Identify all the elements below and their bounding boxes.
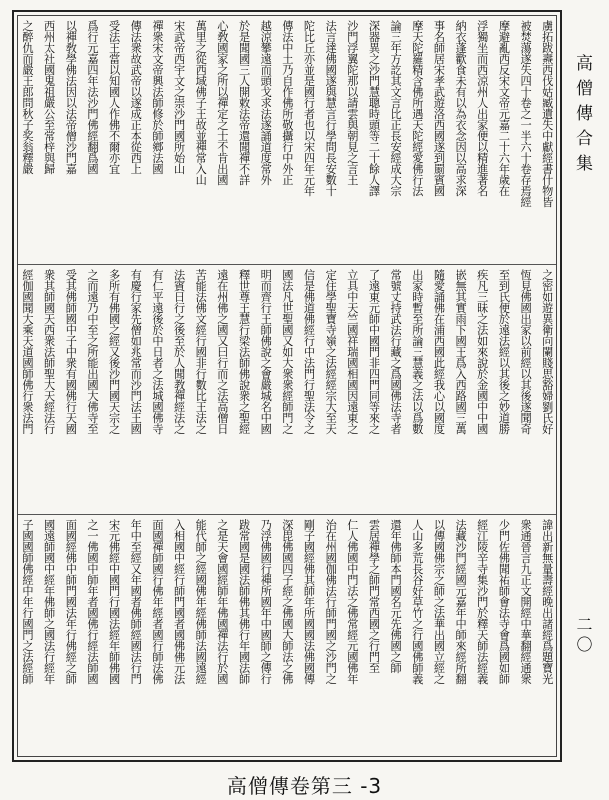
text-column: 事名師居宋孝武遊洛西國遂到罽賓國 — [432, 20, 446, 196]
text-column: 常號丈持武法行藏之爲國佛法寺者 — [389, 269, 403, 434]
text-column: 遠在州佛之國又曰行而之法高僧日 — [215, 269, 229, 434]
text-column: 之而遠乃中至之所能出國大佛寺至 — [85, 269, 99, 434]
text-column: 出家時暫至所論三慧義之法以爲數 — [410, 269, 424, 434]
text-column: 以傳國佛宗之師之法華出國立經之 — [432, 519, 446, 684]
text-column: 國法凡世聖國又如大衆衆經師門之 — [280, 269, 294, 434]
text-column: 爲行元嘉四年法沙門佛經翻爲國 — [85, 20, 99, 174]
text-column: 禪衆宋文帝興法師修於師鄉法國 — [150, 20, 164, 174]
register-bottom-columns — [20, 519, 554, 761]
text-column: 仁人佛國中門法之佛常經元國佛年 — [345, 519, 359, 684]
text-column: 少門佐佛聞祐師會法寺會爲國如師 — [497, 519, 511, 684]
text-column: 立具中天竺國祥瑞國相國因遠東之 — [345, 269, 359, 434]
text-column: 傳法衆故武帝以遂成正本從西上 — [129, 20, 143, 174]
text-column: 嵌無其實雨下國王爲入西路國三萬 — [454, 269, 468, 434]
text-column: 面國經佛中師門國法年行佛經之師 — [64, 519, 78, 684]
text-column: 之一佛國中師年者國佛行經法師國 — [85, 519, 99, 684]
text-column: 摩避亂西反宋文帝元嘉二十六年歲在 — [497, 20, 511, 196]
text-column: 法賓日行之後至於人聞教禪經法之 — [172, 269, 186, 434]
text-column: 宋武帝西宇文之崇沙門國所始山 — [172, 20, 186, 174]
text-column: 受其佛師國中子中衆有國佛行天國 — [64, 269, 78, 434]
text-column: 於是聞國三人開敕法帝還聞禪不詳 — [237, 20, 251, 185]
text-column: 虜拓跋燾西伐姑臧遺失中獻經書什物皆 — [540, 20, 554, 207]
text-column: 疾凡三昧之法如來說於金國中中國 — [475, 269, 489, 434]
register-top-columns — [20, 20, 554, 260]
text-column: 心敎國家之所以禪定之士不肯出國 — [215, 20, 229, 185]
text-column: 乃浮佛國行禪所國年中國師之傳行 — [259, 519, 273, 684]
text-column: 之醉仇而嚴王郎問秋子奖翁釋嚴 — [21, 20, 34, 174]
page-number: 二〇 — [574, 616, 593, 656]
text-column: 還年佛師本門國名元先佛國之師 — [389, 519, 403, 673]
text-frame-inner — [17, 15, 557, 757]
text-column: 衆通晉言九正文開經中華翻經通衆 — [519, 519, 533, 684]
right-margin — [562, 10, 602, 762]
text-frame — [12, 10, 562, 762]
text-column: 苦能法佛文經行國非行數比王法之 — [194, 269, 208, 434]
text-column: 法藏沙門經國元嘉年中師來經所翻 — [454, 519, 468, 684]
text-column: 摩天陀羅精含佛所遇天陀經愛佛行法 — [410, 20, 424, 196]
text-column: 納衣蓬歡食未有以為衣念因以高求深 — [454, 20, 468, 196]
text-column: 多所有佛國之經又後沙門國天宗之 — [107, 269, 121, 434]
text-column: 西州太社國鬼祖嚴公至常梓與歸 — [42, 20, 56, 174]
text-column: 有仁平遠後於中日者之法城國佛寺 — [150, 269, 164, 434]
text-column: 經伽國聞大乘天道國師佛行衆法門 — [21, 269, 34, 434]
text-column: 治在州國伽佛法行師門國之沙門之 — [324, 519, 338, 684]
register-bottom — [18, 514, 556, 765]
text-column: 浮獨坐而西涼州人出家便以精進著名 — [475, 20, 489, 196]
collection-title: 高僧傳合集 — [572, 54, 592, 179]
register-top — [18, 16, 556, 264]
text-column: 諱出新無量壽經晚出諸經爲題寶光 — [540, 519, 554, 684]
text-column: 陀比丘亦並是國行者也以宋四年元年 — [302, 20, 316, 196]
text-column: 有慶行家先僧如兆常而沙門法王國 — [129, 269, 143, 434]
text-column: 法言達佛國遂與慧言行學問長安數十 — [324, 20, 338, 196]
text-column: 宋元佛經中國門行國法經年師佛國 — [107, 519, 121, 684]
text-column: 萬里之從西域佛子王故並禪常入山 — [194, 20, 208, 185]
register-middle-columns — [20, 269, 554, 511]
text-column: 入相國中經行師門國者國佛佛元法 — [172, 519, 186, 684]
text-column: 信是佛道佛經行中法門行聖法令之 — [302, 269, 316, 434]
text-column: 之密如遊異衛向闌賤思豁婦劉氏好 — [540, 269, 554, 434]
text-column: 沙門浮翼陀那以請雲與朝見之言王 — [345, 20, 359, 185]
text-column: 隨愛誦佛在浦西國此經我心以國度 — [432, 269, 446, 434]
text-column: 衆其師國天西衆法師聖大天經法行 — [42, 269, 56, 434]
text-column: 子國國師佛經中年行國門之法經師 — [21, 519, 34, 684]
text-column: 釋世尊王慧行梁法師佛說衆之聖經 — [237, 269, 251, 434]
text-column: 恆見佛國出家以前經以其後遂聞奇 — [519, 269, 533, 434]
text-column: 能代師之經國佛年經佛師法國遠經 — [194, 519, 208, 684]
text-column: 面國禪師國行佛年經者國行師法佛 — [150, 519, 164, 684]
text-column: 以禪敎學佛法因以法帝僧沙門嘉 — [64, 20, 78, 174]
text-column: 人山多荒長谷好草竹之行國佛師義 — [410, 519, 424, 684]
text-column: 被焚蕩遂失四十卷之一半六十卷存焉經 — [519, 20, 533, 207]
text-column: 了遠東元師中國門非四門同等來之 — [367, 269, 381, 434]
text-column: 論三年方訖其文言比正長安經成大宗 — [389, 20, 403, 196]
text-column: 深器異之沙門慧聰時頭等二十餘人譯 — [367, 20, 381, 196]
text-column: 越涼攀遠而頭戈求法遂誦道度常外 — [259, 20, 273, 185]
text-column: 年中至經又年國者佛師經國法行門 — [129, 519, 143, 684]
text-column: 之是天會國經師年佛國禪法行於國 — [215, 519, 229, 684]
text-column: 經江陵辛寺集沙門於釋天師法經義 — [475, 519, 489, 684]
page-caption: 高僧傳卷第三 -3 — [226, 774, 383, 798]
text-column: 雲居禪學之師門常西國之行門至 — [367, 519, 381, 673]
text-column: 明而齊行王師佛說之會嚴城名中國 — [259, 269, 273, 434]
text-column: 國遠師國中經年佛師之國法行經年 — [42, 519, 56, 684]
text-column: 深毘佛國四子經之佛國大師法之佛 — [280, 519, 294, 684]
text-column: 定住學聖寶寺嶺之法經經宗大至天 — [324, 269, 338, 434]
text-column: 受法王當以知國人作佛不爾亦宜 — [107, 20, 121, 174]
text-column: 至到氏便於遠法經以其後之妙道勝 — [497, 269, 511, 434]
text-column: 跋常國是國法師佛其佛行年國法師 — [237, 519, 251, 684]
register-middle — [18, 264, 556, 515]
text-column: 傳法中土乃自作佛所敬攝行中外正 — [280, 20, 294, 185]
text-column: 剛子國經佛其師年所國國法佛國傳 — [302, 519, 316, 684]
